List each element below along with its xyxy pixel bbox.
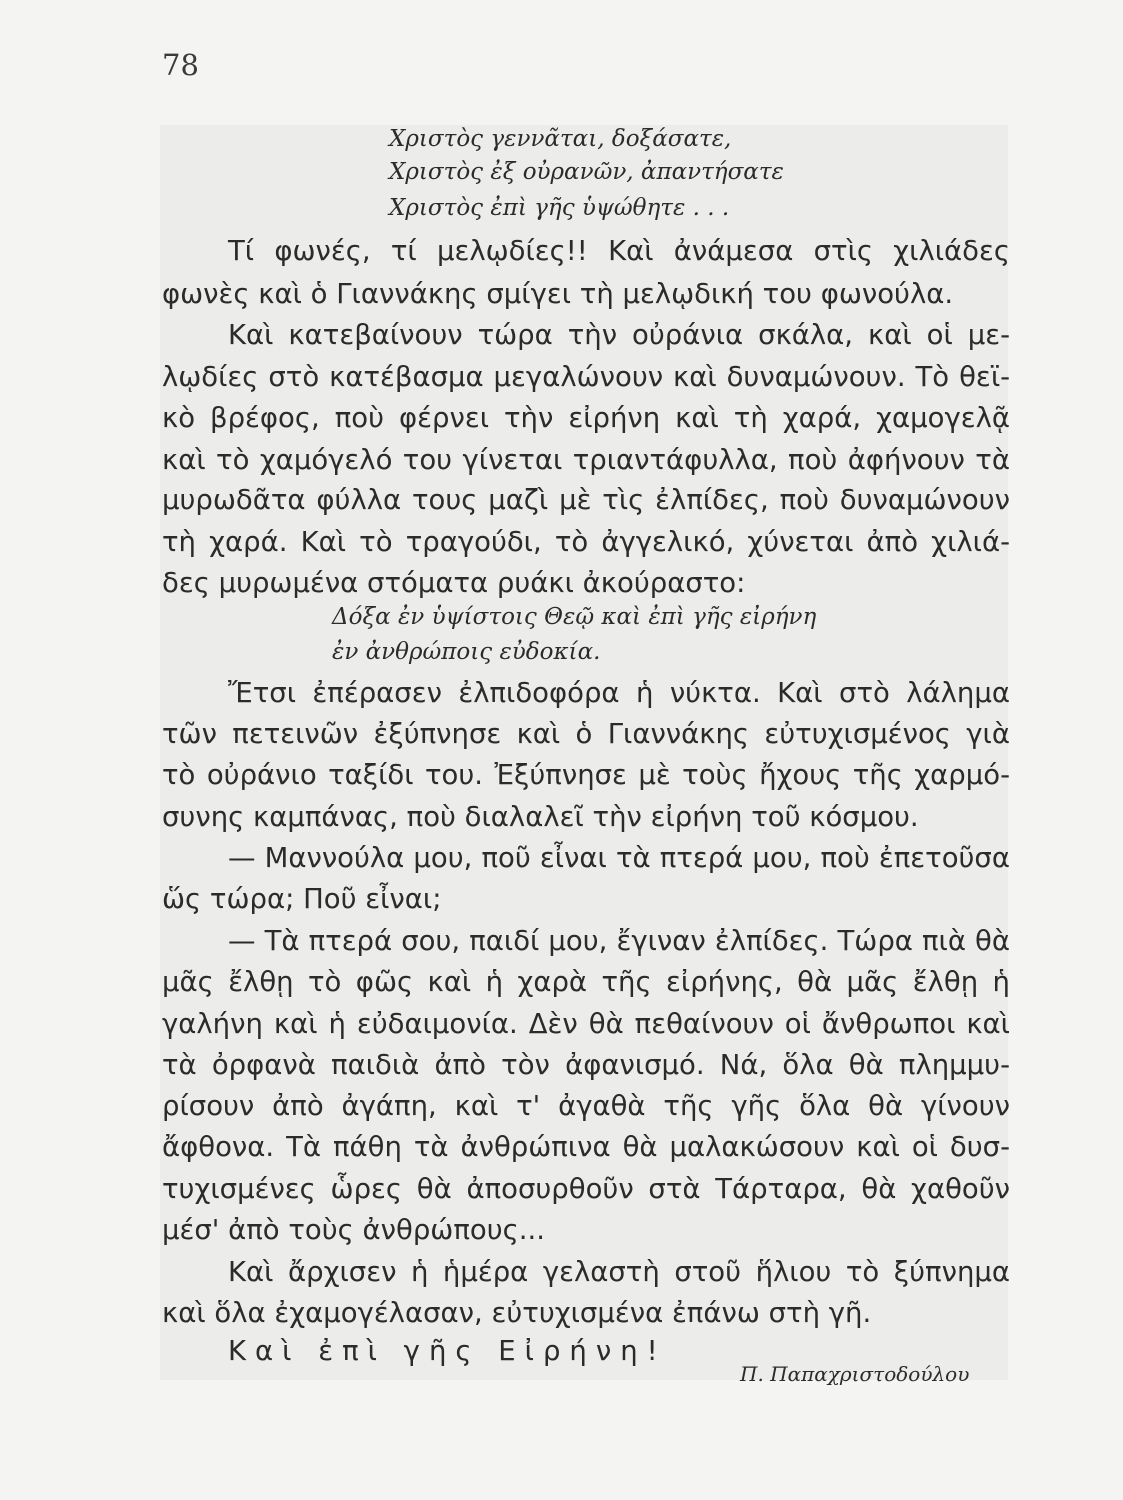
text-line: φωνὲς καὶ ὁ Γιαννάκης σμίγει τὴ μελῳδική του φωνούλα. [162, 278, 954, 310]
text-line: καὶ ὅλα ἐχαμογέλασαν, εὐτυχισμένα ἐπάνω στὴ γῆ. [162, 1297, 872, 1329]
text-line: τῶν πετεινῶν ἐξύπνησε καὶ ὁ Γιαννάκης εὐτυχισμένος γιὰ [162, 718, 1010, 750]
hymn-line: Χριστὸς ἐξ οὐρανῶν, ἀπαντήσατε [389, 159, 784, 185]
text-line: Ἔτσι ἐπέρασεν ἐλπιδοφόρα ἡ νύκτα. Καὶ στὸ λάλημα [228, 677, 1010, 709]
dialogue-line: ὥς τώρα; Ποῦ εἶναι; [162, 883, 442, 915]
text-line: συνης καμπάνας, ποὺ διαλαλεῖ τὴν εἰρήνη τοῦ κόσμου. [162, 801, 919, 833]
author-signature: Π. Παπαχριστοδούλου [740, 1362, 970, 1386]
hymn-line: Χριστὸς ἐπὶ γῆς ὑψώθητε . . . [389, 195, 730, 221]
dialogue-line: — Μαννούλα μου, ποῦ εἶναι τὰ πτερά μου, ποὺ ἐπετοῦσα [228, 842, 1010, 874]
text-line: Καὶ κατεβαίνουν τώρα τὴν οὐράνια σκάλα, καὶ οἱ με- [228, 319, 1010, 351]
text-line: μυρωδᾶτα φύλλα τους μαζὶ μὲ τὶς ἐλπίδες, ποὺ δυναμώνουν [162, 484, 1010, 516]
doxa-line: Δόξα ἐν ὑψίστοις Θεῷ καὶ ἐπὶ γῆς εἰρήνη [332, 604, 817, 630]
text-line: Καὶ ἄρχισεν ἡ ἡμέρα γελαστὴ στοῦ ἥλιου τὸ ξύπνημα [228, 1256, 1010, 1288]
page-number: 78 [162, 48, 199, 82]
text-line: τὴ χαρά. Καὶ τὸ τραγούδι, τὸ ἀγγελικό, χύνεται ἀπὸ χιλιά- [162, 526, 1010, 558]
text-line: καὶ τὸ χαμόγελό του γίνεται τριαντάφυλλα, ποὺ ἀφήνουν τὰ [162, 444, 1010, 476]
dialogue-line: — Τὰ πτερά σου, παιδί μου, ἔγιναν ἐλπίδες. Τώρα πιὰ θὰ [228, 925, 1010, 957]
text-line: μέσ' ἀπὸ τοὺς ἀνθρώπους... [162, 1214, 545, 1246]
text-line: τὰ ὀρφανὰ παιδιὰ ἀπὸ τὸν ἀφανισμό. Νά, ὅλα θὰ πλημμυ- [162, 1049, 1010, 1081]
text-line: ρίσουν ἀπὸ ἀγάπη, καὶ τ' ἀγαθὰ τῆς γῆς ὅλα θὰ γίνουν [162, 1090, 1010, 1122]
doxa-line: ἐν ἀνθρώποις εὐδοκία. [332, 639, 601, 665]
closing-line: Καὶ ἐπὶ γῆς Εἰρήνη! [228, 1335, 667, 1367]
text-line: τυχισμένες ὧρες θὰ ἀποσυρθοῦν στὰ Τάρταρα, θὰ χαθοῦν [162, 1173, 1010, 1205]
hymn-line: Χριστὸς γεννᾶται, δοξάσατε, [389, 126, 732, 152]
text-line: κὸ βρέφος, ποὺ φέρνει τὴν εἰρήνη καὶ τὴ χαρά, χαμογελᾷ [162, 402, 1010, 434]
text-line: μᾶς ἔλθῃ τὸ φῶς καὶ ἡ χαρὰ τῆς εἰρήνης, θὰ μᾶς ἔλθῃ ἡ [162, 966, 1010, 998]
text-line: δες μυρωμένα στόματα ρυάκι ἀκούραστο: [162, 567, 746, 599]
text-line: τὸ οὐράνιο ταξίδι του. Ἐξύπνησε μὲ τοὺς ἤχους τῆς χαρμό- [162, 759, 1010, 791]
text-line: Τί φωνές, τί μελῳδίες!! Καὶ ἀνάμεσα στὶς χιλιάδες [228, 235, 1010, 267]
text-line: ἄφθονα. Τὰ πάθη τὰ ἀνθρώπινα θὰ μαλακώσουν καὶ οἱ δυσ- [162, 1131, 1010, 1163]
text-line: λῳδίες στὸ κατέβασμα μεγαλώνουν καὶ δυναμώνουν. Τὸ θεϊ- [162, 361, 1010, 393]
text-line: γαλήνη καὶ ἡ εὐδαιμονία. Δὲν θὰ πεθαίνουν οἱ ἄνθρωποι καὶ [162, 1008, 1010, 1040]
